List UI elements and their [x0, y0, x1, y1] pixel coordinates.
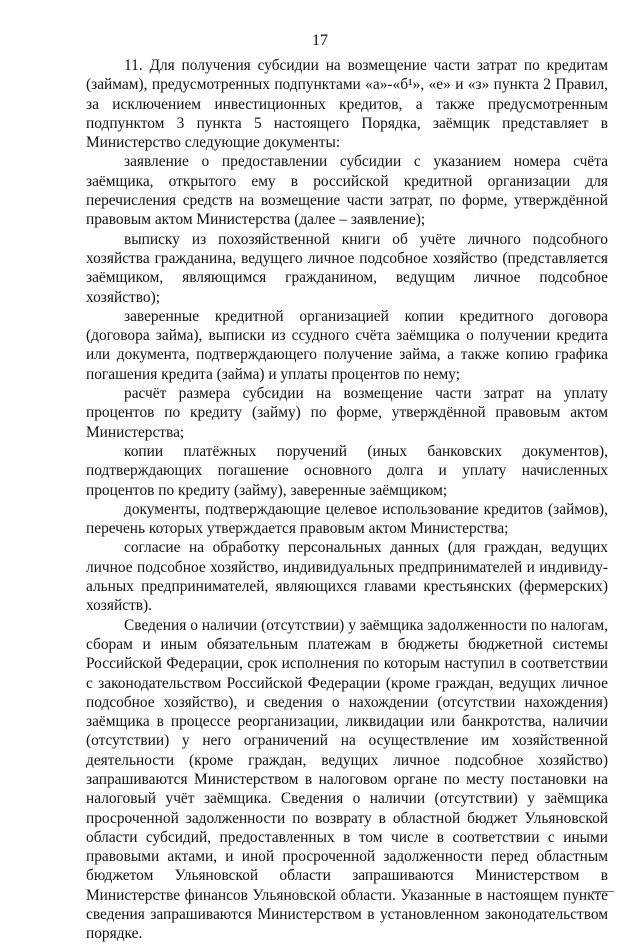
paragraph-personal-data-consent: согласие на обработку персональных данных (для граждан, ведущих личное подсобное хозяйство, индивидуальных предпринимателей и индивиду-альных предпринимателей, являющихся главами крестьянских (фермерских) хозяйств). — [86, 539, 608, 615]
paragraph-payment-orders: копии платёжных поручений (иных банковских документов), подтверждающих погашение основного долга и уплату начисленных процентов по кредиту (займу), заверенные заёмщиком; — [86, 442, 608, 499]
paragraph-loan-agreement-copies: заверенные кредитной организацией копии кредитного договора (договора займа), выписки из ссудного счёта заёмщика о получении кредита или документа, подтверждающего получение займа, а также копию графика погашения кредита (займа) и уплаты процентов по нему; — [86, 307, 608, 383]
paragraph-household-book-extract: выписку из похозяйственной книги об учёте личного подсобного хозяйства гражданина, ведущего личное подсобное хозяйство (представляется заёмщиком, являющимся гражданином, ведущим личное подсобное хозяйство); — [86, 230, 608, 306]
paragraph-subsidy-calculation: расчёт размера субсидии на возмещение части затрат на уплату процентов по кредиту (займу) по форме, утверждённой правовым актом Министерства; — [86, 385, 608, 441]
paragraph-item-11-intro: 11. Для получения субсидии на возмещение части затрат по кредитам (займам), предусмотренных подпунктами «а»-«б¹», «е» и «з» пункта 2 Правил, за исключением инвестиционных кредитов, а также предусмотренным подпунктом 3 пункта 5 настоящего Порядка, заёмщик представляет в Министерство следующие документы: — [86, 57, 608, 152]
document-body — [86, 56, 608, 944]
page-corner-mark — [592, 891, 614, 892]
paragraph-targeted-use-documents: документы, подтверждающие целевое использование кредитов (займов), перечень которых утверждается правовым актом Министерства; — [86, 500, 608, 538]
page-number: 17 — [312, 32, 328, 49]
paragraph-application: заявление о предоставлении субсидии с указанием номера счёта заёмщика, открытого ему в российской кредитной организации для перечисления средств на возмещение части затрат, по форме, утверждённой правовым актом Министерства (далее – заявление); — [86, 153, 608, 229]
paragraph-tax-debt-information: Сведения о наличии (отсутствии) у заёмщика задолженности по налогам, сборам и иным обязательным платежам в бюджеты бюджетной системы Российской Федерации, срок исполнения по которым наступил в соответствии с законодательством Российской Федерации (кроме граждан, ведущих личное подсобное хозяйство), и сведения о нахождении (отсутствии нахождения) заёмщика в процессе реорганизации, ликвидации или банкротства, наличии (отсутствии) у него ограничений на осуществление им хозяйственной деятельности (кроме граждан, ведущих личное подсобное хозяйство) запрашиваются Министерством в налоговом органе по месту постановки на налоговый учёт заёмщика. Сведения о наличии (отсутствии) у заёмщика просроченной задолженности по возврату в областной бюджет Ульяновской области субсидий, предоставленных в том числе в соответствии с иными правовыми актами, и иной просроченной задолженности перед областным бюджетом Ульяновской области запрашиваются Министерством в Министерстве финансов Ульяновской области. Указанные в настоящем пункте сведения запрашиваются Министерством в установленном законодательством порядке. — [86, 616, 608, 943]
